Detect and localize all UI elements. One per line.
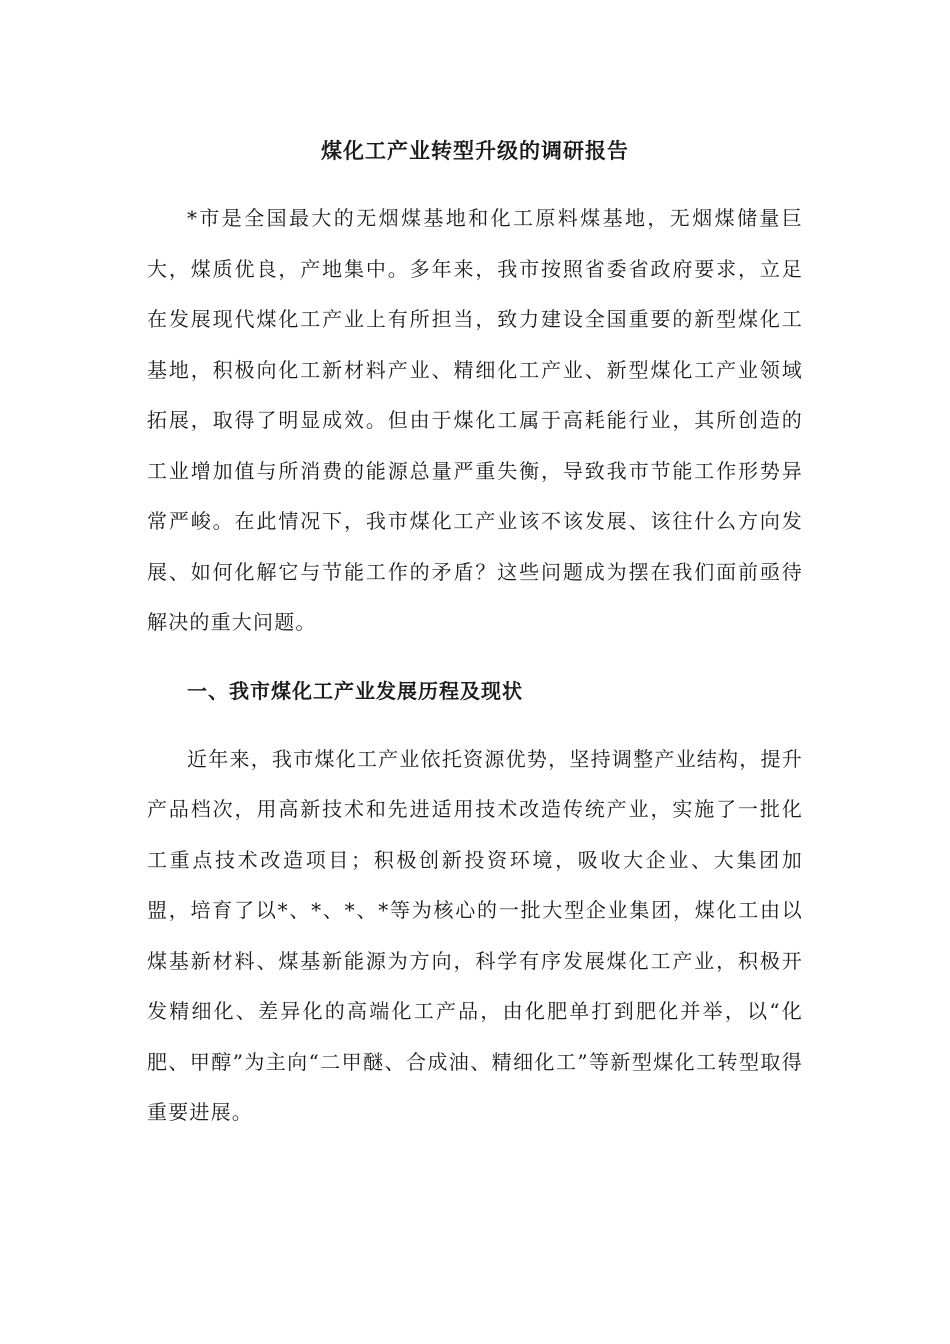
document-title: 煤化工产业转型升级的调研报告 <box>321 139 629 163</box>
section-heading: 一、我市煤化工产业发展历程及现状 <box>187 678 523 703</box>
document-body <box>147 131 803 1138</box>
section-paragraph: 近年来，我市煤化工产业依托资源优势，坚持调整产业结构，提升产品档次，用高新技术和先进适用技术改造传统产业，实施了一批化工重点技术改造项目；积极创新投资环境，吸收大企业、大集团加盟，培育了以*、*、*、*等为核心的一批大型企业集团，煤化工由以煤基新材料、煤基新能源为方向，科学有序发展煤化工产业，积极开发精细化、差异化的高端化工产品，由化肥单打到肥化并举，以“化肥、甲醇”为主向“二甲醚、合成油、精细化工”等新型煤化工转型取得重要进展。 <box>147 746 803 1124</box>
intro-paragraph: *市是全国最大的无烟煤基地和化工原料煤基地，无烟煤储量巨大，煤质优良，产地集中。多年来，我市按照省委省政府要求，立足在发展现代煤化工产业上有所担当，致力建设全国重要的新型煤化工基地，积极向化工新材料产业、精细化工产业、新型煤化工产业领域拓展，取得了明显成效。但由于煤化工属于高耗能行业，其所创造的工业增加值与所消费的能源总量严重失衡，导致我市节能工作形势异常严峻。在此情况下，我市煤化工产业该不该发展、该往什么方向发展、如何化解它与节能工作的矛盾？这些问题成为摆在我们面前亟待解决的重大问题。 <box>147 206 803 634</box>
